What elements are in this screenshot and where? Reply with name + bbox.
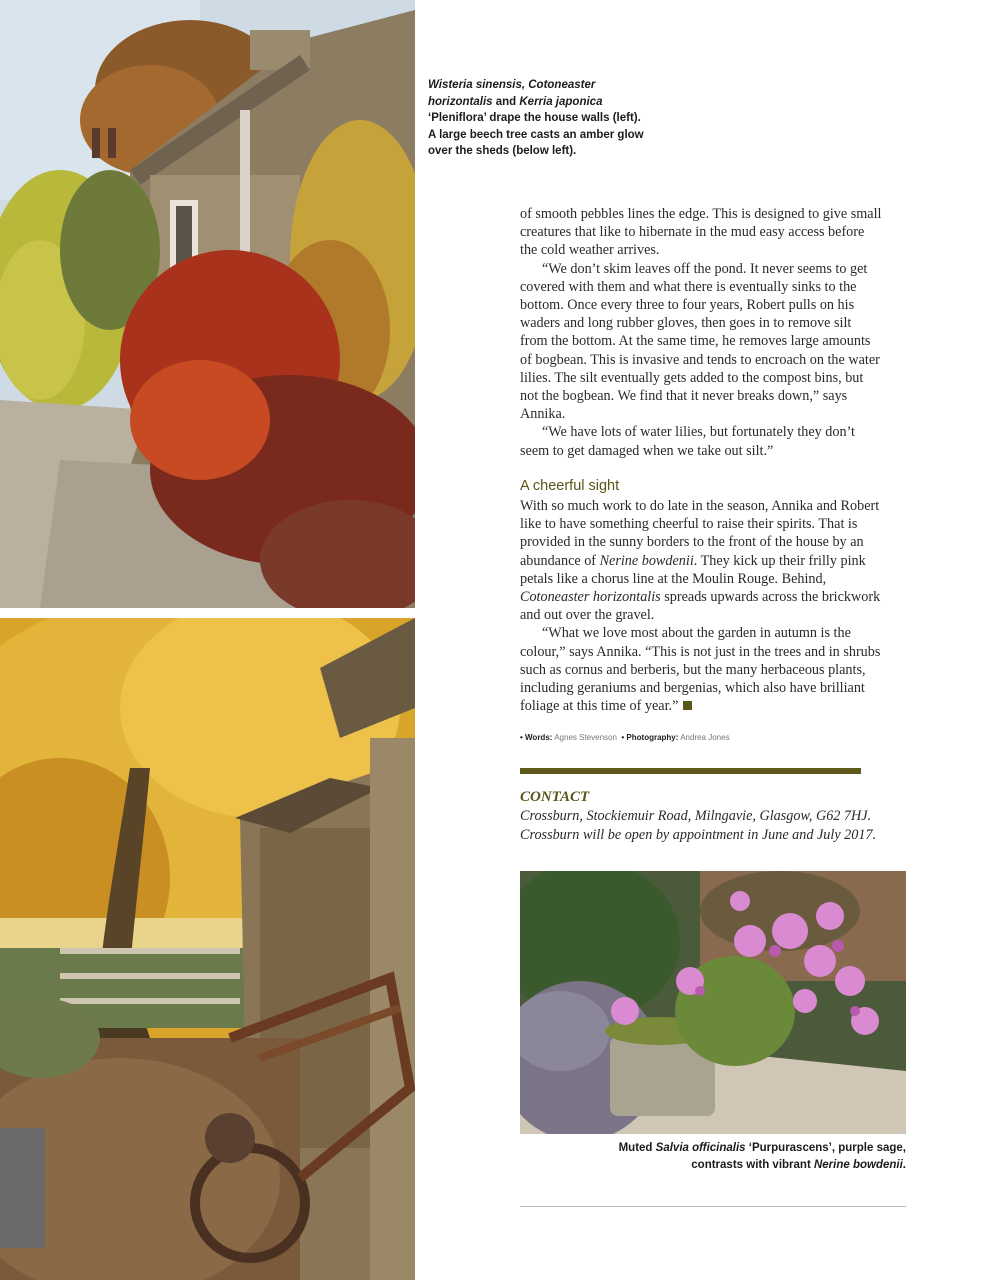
latin-name: Nerine bowdenii bbox=[599, 552, 694, 569]
end-of-article-mark bbox=[683, 701, 692, 710]
caption-line-5: over the sheds (below left). bbox=[428, 145, 577, 157]
contact-heading: CONTACT bbox=[520, 789, 590, 805]
photo-caption-top bbox=[428, 77, 648, 160]
article-paragraph: With so much work to do late in the season, Annika and Robert like to have something cheerful to raise their spirits. That is provided in the sunny borders to the front of the house by an abundance of Nerine bowdenii. They kick up their frilly pink petals like a chorus line at the Moulin Rouge. Behind, Cotoneaster horizontalis spreads upwards across the brickwork and out over the gravel. bbox=[520, 498, 881, 624]
caption-and: and bbox=[492, 95, 520, 108]
article-paragraph: “What we love most about the garden in autumn is the colour,” says Annika. “This is not just in the trees and in shrubs such as cornus and berberis, but the many herbaceous plants, including geraniums and bergenias, which also have brilliant foliage at this time of year.” bbox=[520, 625, 881, 715]
bottom-divider bbox=[520, 1206, 906, 1207]
contact-details bbox=[520, 807, 906, 844]
caption-line-4: A large beech tree casts an amber glow bbox=[428, 128, 644, 141]
photo-house-walls bbox=[0, 0, 415, 608]
caption-line-3: ‘Pleniflora’ drape the house walls (left). bbox=[428, 112, 641, 124]
caption-latin-1: Wisteria sinensis, Cotoneaster bbox=[428, 79, 596, 91]
photo-beech-sheds bbox=[0, 618, 415, 1280]
words-author: Agnes Stevenson bbox=[554, 733, 617, 742]
photo-caption-bottom: Muted Salvia officinalis ‘Purpurascens’, purple sage, contrasts with vibrant Nerine bowdenii. bbox=[618, 1142, 906, 1171]
article-body-upper bbox=[520, 205, 882, 460]
article-credits bbox=[520, 733, 730, 742]
caption-latin-2: horizontalis bbox=[428, 95, 493, 108]
words-label: • Words: bbox=[520, 733, 553, 742]
contact-address: Crossburn, Stockiemuir Road, Milngavie, Glasgow, G62 7HJ. bbox=[520, 808, 872, 824]
section-heading: A cheerful sight bbox=[520, 478, 620, 494]
article-body-lower bbox=[520, 497, 882, 715]
photo-sage-nerines bbox=[520, 871, 906, 1134]
photographer: Andrea Jones bbox=[680, 733, 730, 742]
latin-name: Cotoneaster horizontalis bbox=[520, 589, 661, 606]
caption-latin-3: Kerria japonica bbox=[519, 95, 603, 108]
caption-latin-salvia: Salvia officinalis bbox=[655, 1142, 746, 1154]
article-paragraph: “We don’t skim leaves off the pond. It never seems to get covered with them and what there is eventually sinks to the bottom. Once every three to four years, Robert pulls on his waders and long rubber gloves, then goes in to remove silt from the bottom. At the same time, he removes large amounts of bogbean. This is invasive and tends to encroach on the water lilies. The silt eventually gets added to the compost bins, but not the bogbean. We find that it never breaks down,” says Annika. bbox=[520, 260, 880, 423]
caption-latin-nerine: Nerine bowdenii bbox=[813, 1158, 903, 1171]
contact-divider bbox=[520, 768, 861, 774]
article-paragraph: “We have lots of water lilies, but fortunately they don’t seem to get damaged when we take out silt.” bbox=[520, 424, 855, 459]
photography-label: • Photography: bbox=[621, 733, 679, 742]
contact-opening: Crossburn will be open by appointment in June and July 2017. bbox=[520, 826, 877, 843]
article-paragraph: of smooth pebbles lines the edge. This is designed to give small creatures that like to hibernate in the mud easy access before the cold weather arrives. bbox=[520, 206, 882, 259]
